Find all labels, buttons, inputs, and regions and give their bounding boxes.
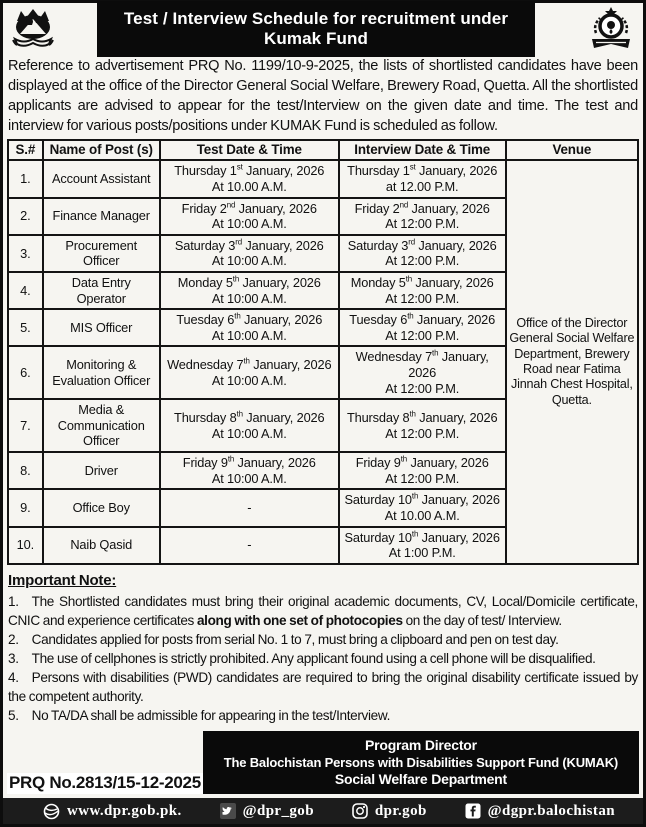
col-header-interview: Interview Date & Time [339, 140, 506, 160]
test-cell: Wednesday 7th January, 2026 At 10:00 A.M. [160, 346, 339, 399]
serial-cell: 3. [8, 235, 43, 272]
venue-cell: Office of the Director General Social Welfare Department, Brewery Road near Fatima Jinnah Chest Hospital, Quetta. [506, 160, 638, 563]
note-item [8, 649, 638, 668]
note-text: The use of cellphones is strictly prohibited. Any applicant found using a cell phone will be disqualified. [31, 650, 596, 666]
prq-reference-number: PRQ No.2813/15-12-2025 [9, 773, 201, 792]
intro-paragraph: Reference to advertisement PRQ No. 1199/10-9-2025, the lists of shortlisted candidates have been displayed at the office of the Director General Social Welfare, Brewery Road, Quetta. All the shortlisted applicants are advised to appear for the test/Interview on the given date and time. The test and interview for various posts/positions under KUMAK Fund is scheduled as follow. [8, 58, 638, 134]
twitter-handle: @dpr_gob [242, 802, 314, 819]
note-text: Candidates applied for posts from serial No. 1 to 7, must bring a clipboard and pen on test day. [31, 631, 559, 647]
post-cell: Naib Qasid [43, 527, 160, 564]
website-item [43, 803, 182, 820]
notes-heading: Important Note: [8, 571, 117, 589]
important-notes [8, 571, 638, 725]
note-item [8, 706, 638, 725]
note-text: The Shortlisted candidates must bring their original academic documents, CV, Local/Domicile certificate, CNIC and experience certificates [8, 593, 638, 628]
test-cell: Thursday 8th January, 2026 At 10:00 A.M. [160, 399, 339, 452]
interview-cell: Saturday 10th January, 2026 At 10.00 A.M. [339, 489, 506, 526]
col-header-test: Test Date & Time [160, 140, 339, 160]
note-text: on the day of test/ Interview. [402, 612, 562, 628]
note-number: 3. [8, 650, 19, 666]
globe-icon [43, 803, 60, 820]
interview-cell: Thursday 1st January, 2026 at 12.00 P.M. [339, 160, 506, 197]
signature-department: Social Welfare Department [334, 771, 507, 787]
social-bar [3, 798, 643, 824]
serial-cell: 10. [8, 527, 43, 564]
post-cell: Media & Communication Officer [43, 399, 160, 452]
page-title: Test / Interview Schedule for recruitment under Kumak Fund [97, 1, 535, 57]
left-emblem-logo [7, 6, 59, 52]
signature-title: Program Director [364, 737, 477, 753]
instagram-item [352, 803, 427, 820]
serial-cell: 5. [8, 309, 43, 346]
schedule-table [7, 139, 639, 565]
serial-cell: 6. [8, 346, 43, 399]
facebook-handle: @dgpr.balochistan [487, 802, 615, 819]
interview-cell: Friday 9th January, 2026 At 12:00 P.M. [339, 452, 506, 489]
test-cell: Monday 5th January, 2026 At 10:00 A.M. [160, 272, 339, 309]
right-emblem-logo [583, 6, 639, 52]
post-cell: Account Assistant [43, 160, 160, 197]
post-cell: Data Entry Operator [43, 272, 160, 309]
note-number: 5. [8, 707, 19, 723]
col-header-venue: Venue [506, 140, 638, 160]
interview-cell: Tuesday 6th January, 2026 At 12:00 P.M. [339, 309, 506, 346]
test-cell: Tuesday 6th January, 2026 At 10:00 A.M. [160, 309, 339, 346]
post-cell: MIS Officer [43, 309, 160, 346]
note-number: 2. [8, 631, 19, 647]
note-number: 1. [8, 593, 19, 609]
signature-block [203, 731, 639, 794]
serial-cell: 1. [8, 160, 43, 197]
interview-cell: Thursday 8th January, 2026 At 12:00 P.M. [339, 399, 506, 452]
test-cell: - [160, 527, 339, 564]
interview-cell: Saturday 3rd January, 2026 At 12:00 P.M. [339, 235, 506, 272]
note-text: Persons with disabilities (PWD) candidates are required to bring the original disability certificate issued by the competent authority. [8, 669, 638, 704]
serial-cell: 8. [8, 452, 43, 489]
serial-cell: 9. [8, 489, 43, 526]
note-text-bold: along with one set of photocopies [196, 612, 403, 628]
note-item [8, 630, 638, 649]
signature-organization: The Balochistan Persons with Disabilities Support Fund (KUMAK) [223, 755, 619, 770]
footer [7, 731, 639, 796]
note-text: No TA/DA shall be admissible for appearing in the test/Interview. [31, 707, 390, 723]
twitter-item [220, 803, 314, 820]
interview-cell: Wednesday 7th January, 2026 At 12:00 P.M. [339, 346, 506, 399]
interview-cell: Monday 5th January, 2026 At 12:00 P.M. [339, 272, 506, 309]
instagram-icon [352, 803, 368, 819]
test-cell: Friday 9th January, 2026 At 10:00 A.M. [160, 452, 339, 489]
test-cell: Friday 2nd January, 2026 At 10:00 A.M. [160, 198, 339, 235]
col-header-post: Name of Post (s) [43, 140, 160, 160]
header [7, 6, 639, 52]
table-row [8, 160, 638, 197]
post-cell: Monitoring & Evaluation Officer [43, 346, 160, 399]
post-cell: Driver [43, 452, 160, 489]
table-header-row [8, 140, 638, 160]
note-number: 4. [8, 669, 19, 685]
interview-cell: Saturday 10th January, 2026 At 1:00 P.M. [339, 527, 506, 564]
note-item [8, 668, 638, 706]
col-header-serial: S.# [8, 140, 43, 160]
website-url: www.dpr.gob.pk. [67, 802, 182, 819]
serial-cell: 4. [8, 272, 43, 309]
interview-cell: Friday 2nd January, 2026 At 12:00 P.M. [339, 198, 506, 235]
twitter-bird-icon [220, 803, 236, 819]
post-cell: Office Boy [43, 489, 160, 526]
note-item [8, 592, 638, 630]
serial-cell: 7. [8, 399, 43, 452]
post-cell: Procurement Officer [43, 235, 160, 272]
test-cell: Thursday 1st January, 2026 At 10.00 A.M. [160, 160, 339, 197]
facebook-icon [465, 803, 481, 819]
serial-cell: 2. [8, 198, 43, 235]
instagram-handle: dpr.gob [374, 802, 427, 819]
post-cell: Finance Manager [43, 198, 160, 235]
facebook-item [465, 803, 615, 820]
test-cell: Saturday 3rd January, 2026 At 10:00 A.M. [160, 235, 339, 272]
test-cell: - [160, 489, 339, 526]
